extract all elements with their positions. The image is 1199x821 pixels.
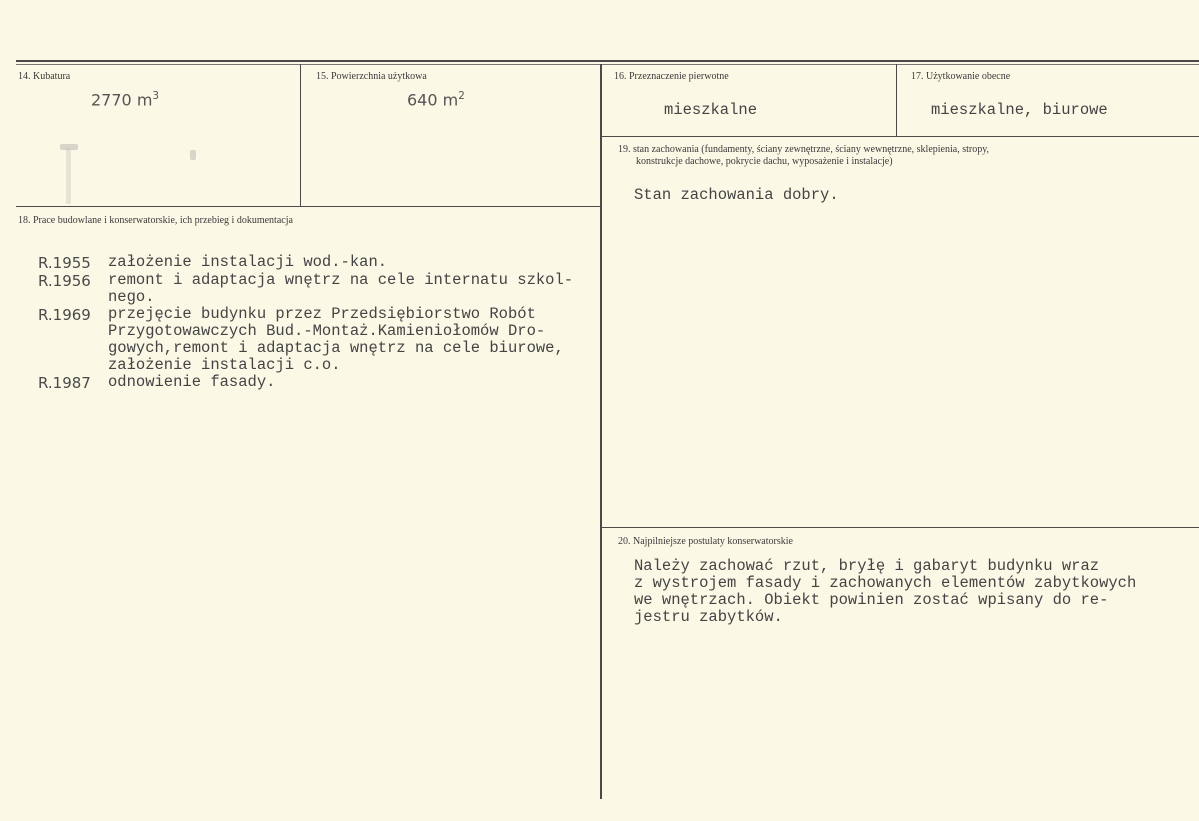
work-description: remont i adaptacja wnętrz na cele internatu szkol- nego.	[108, 271, 574, 306]
work-entry	[38, 306, 598, 374]
work-entry	[38, 254, 598, 272]
works-list	[38, 254, 598, 392]
field-20-label: 20. Najpilniejsze postulaty konserwatorskie	[618, 536, 793, 547]
field-14-value	[91, 90, 159, 109]
divider-main	[600, 64, 602, 799]
work-entry	[38, 272, 598, 306]
area-number: 640	[407, 90, 438, 110]
field-19-text: Stan zachowania dobry.	[634, 186, 839, 204]
field-16-value: mieszkalne	[664, 101, 758, 119]
divider-left-row	[16, 206, 600, 207]
field-15-label: 15. Powierzchnia użytkowa	[316, 71, 427, 82]
work-year: R.1956	[38, 272, 91, 290]
cubature-number: 2770	[91, 90, 132, 110]
area-unit-exponent: 2	[458, 90, 465, 102]
work-year: R.1987	[38, 374, 91, 392]
field-19-label-line1: 19. stan zachowania (fundamenty, ściany zewnętrzne, ściany wewnętrzne, sklepienia, stropy,	[618, 144, 990, 155]
area-unit: m	[442, 90, 459, 110]
field-20-text: Należy zachować rzut, bryłę i gabaryt budynku wraz z wystrojem fasady i zachowanych elementów zabytkowych we wnętrzach. Obiekt powinien zostać wpisany do re- jestru zabytków.	[634, 557, 1137, 626]
field-15-value	[407, 90, 465, 109]
work-description: założenie instalacji wod.-kan.	[108, 253, 388, 271]
divider-right-row1	[602, 136, 1199, 137]
cubature-unit: m	[136, 90, 153, 110]
top-border	[16, 60, 1199, 62]
field-19-label-line2: konstrukcje dachowe, pokrycie dachu, wyposażenie i instalacje)	[636, 156, 893, 167]
field-16-label: 16. Przeznaczenie pierwotne	[614, 71, 729, 82]
divider-right-row2	[602, 527, 1199, 528]
field-14-label: 14. Kubatura	[18, 71, 71, 82]
field-17-value: mieszkalne, biurowe	[931, 101, 1108, 119]
work-entry	[38, 374, 598, 392]
work-year: R.1969	[38, 306, 91, 324]
field-18-label: 18. Prace budowlane i konserwatorskie, ich przebieg i dokumentacja	[18, 215, 293, 226]
field-17-label: 17. Użytkowanie obecne	[911, 71, 1011, 82]
ink-smudge	[66, 148, 71, 204]
work-description: przejęcie budynku przez Przedsiębiorstwo Robót Przygotowawczych Bud.-Montaż.Kamieniołomów Dro- gowych,remont i adaptacja wnętrz na cele biurowe, założenie instalacji c.o.	[108, 305, 564, 374]
divider-16-17	[896, 64, 897, 136]
work-year: R.1955	[38, 254, 91, 272]
ink-smudge	[190, 150, 196, 160]
divider-14-15	[300, 64, 301, 206]
work-description: odnowienie fasady.	[108, 373, 276, 391]
cubature-unit-exponent: 3	[152, 90, 160, 102]
top-border-secondary	[16, 64, 1199, 65]
